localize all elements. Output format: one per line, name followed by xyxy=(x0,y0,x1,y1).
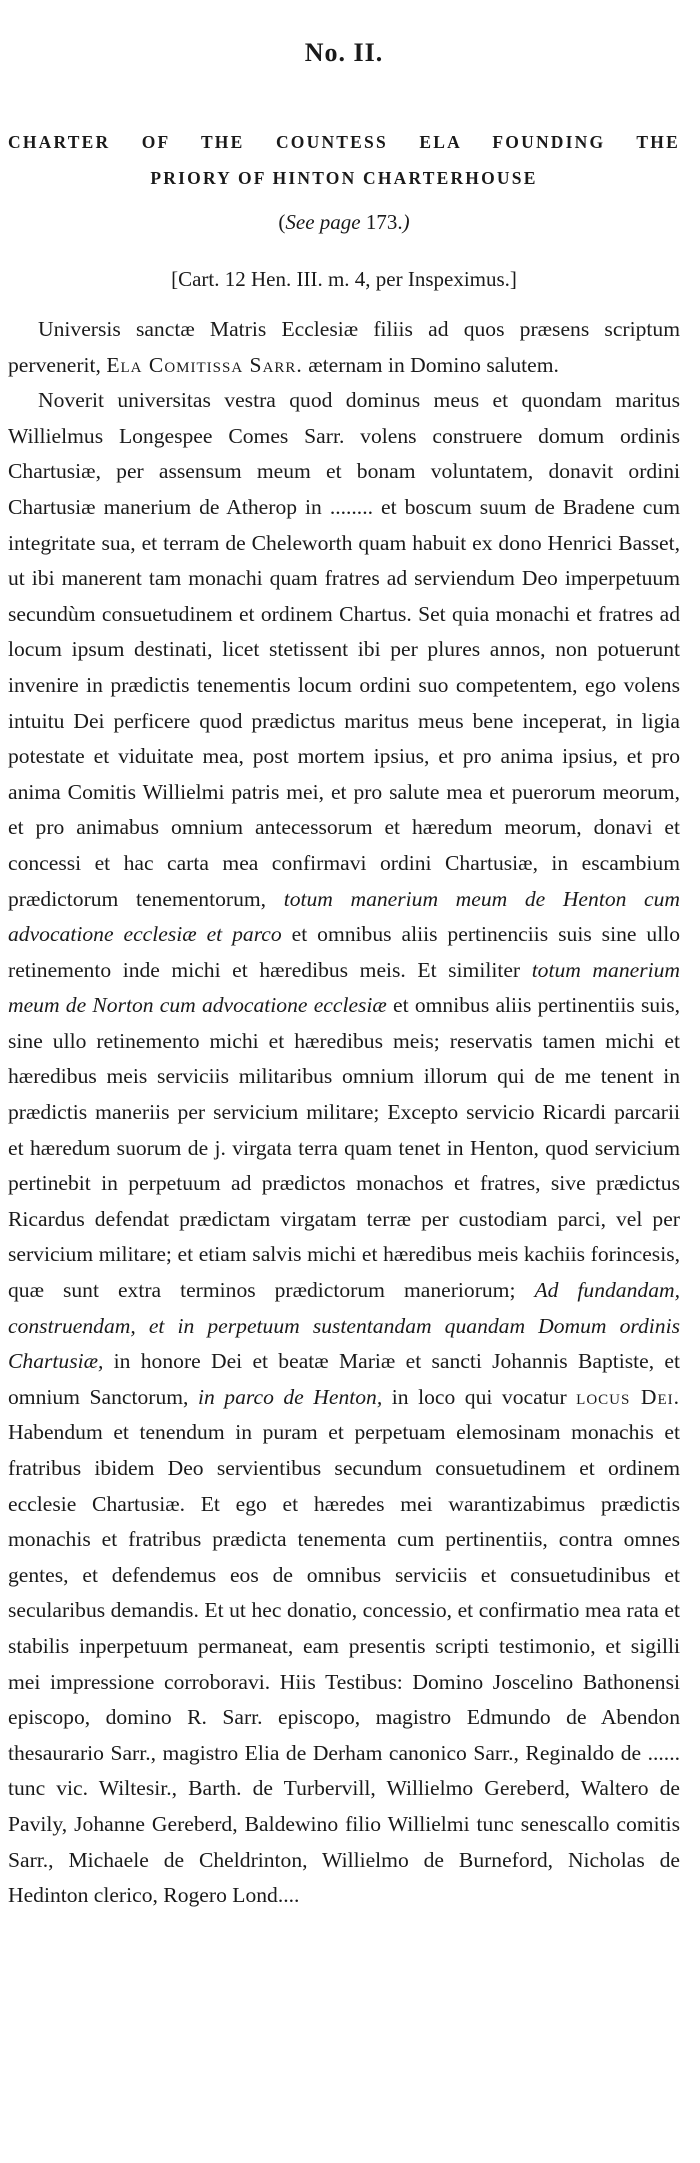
see-page-open-paren: ( xyxy=(278,210,286,234)
body-italic-norton: totum manerium meum de Norton cum advocatione ecclesiæ xyxy=(8,957,681,1018)
salutation-text-1: Universis sanctæ Matris Ecclesiæ filiis ad quos præsens scriptum pervenerit, xyxy=(8,317,680,377)
see-page-close-paren: ) xyxy=(402,210,410,234)
body-text-1: Noverit universitas vestra quod dominus meus et quondam maritus Willielmus Longespee Comes Sarr. volens construere domum ordinis Chartusiæ, per assensum meum et bonam voluntatem, donavit ordini Chartusiæ manerium de Atherop in ........ et boscum suum de Bradene cum integritate sua, et terram de Cheleworth quam habuit ex dono Henrici Basset, ut ibi manerent tam monachi quam fratres ad serviendum Deo imperpetuum secundùm consuetudinem et ordinem Chartus. Set quia monachi et fratres ad locum ipsum destinati, licet stetissent ibi per plures annos, non potuerunt invenire in prædictis tenementis locum ordini suo competentem, ego volens intuitu Dei perficere quod prædictus maritus meus bene inceperat, in ligia potestate et viduitate mea, post mortem ipsius, et pro anima ipsius, et pro anima Comitis Willielmi patris mei, et pro salute mea et puerorum meorum, et pro animabus omnium antecessorum et hæredum meorum, donavi et concessi et hac carta mea confirmavi ordini Chartusiæ, in escambium prædictorum tenementorum, xyxy=(8,388,680,911)
charter-heading-line2: PRIORY OF HINTON CHARTERHOUSE xyxy=(150,168,538,188)
body-text-5: in loco qui vocatur xyxy=(382,1384,577,1409)
charter-heading xyxy=(8,124,680,196)
see-page-number: 173. xyxy=(365,210,403,234)
body-text-2: et omnibus aliis pertinenciis suis sine ullo retinemento inde michi et hæredibus meis. Et similiter xyxy=(8,922,680,982)
document-number: No. II. xyxy=(304,38,384,67)
cartulary-citation: [Cart. 12 Hen. III. m. 4, per Inspeximus.] xyxy=(171,267,517,291)
charter-heading-line1: CHARTER OF THE COUNTESS ELA FOUNDING THE xyxy=(8,132,680,152)
body-text-6: Habendum et tenendum in puram et perpetuam elemosinam monachis et fratribus ibidem Deo servientibus secundum consuetudinem et ordinem ecclesie Chartusiæ. Et ego et hæredes mei warantizabimus prædictis monachis et fratribus prædicta tenementa cum pertinentiis, contra omnes gentes, et defendemus eos de omnibus serviciis et consuetudinibus et secularibus demandis. Et ut hec donatio, concessio, et confirmatio mea rata et stabilis inperpetuum permaneat, eam presentis scripti testimonio, et sigilli mei impressione corroboravi. Hiis Testibus: Domino Joscelino Bathonensi episcopo, domino R. Sarr. episcopo, magistro Edmundo de Abendon thesaurario Sarr., magistro Elia de Derham canonico Sarr., Reginaldo de ...... tunc vic. Wiltesir., Barth. de Turbervill, Willielmo Gereberd, Waltero de Pavily, Johanne Gereberd, Baldewino filio Willielmi tunc senescallo comitis Sarr., Michaele de Cheldrinton, Willielmo de Burneford, Nicholas de Hedinton clerico, Rogero Lond.... xyxy=(8,1420,680,1908)
see-page-text: See page xyxy=(285,210,361,234)
charter-body-paragraph xyxy=(8,383,680,1914)
see-page-reference xyxy=(8,210,680,235)
charter-salutation-paragraph xyxy=(8,312,680,383)
body-italic-fundandam: Ad fundandam, construendam, et in perpetuum sustentandam quandam Domum ordinis Chartusiæ, xyxy=(8,1278,680,1374)
body-text-3: et omnibus aliis pertinentiis suis, sine ullo retinemento michi et hæredibus meis; reservatis tamen michi et hæredibus meis serviciis militaribus omnium illorum qui de me tenent in prædictis maneriis per servicium militare; Excepto servicio Ricardi parcarii et hæredum suorum de j. virgata terra quam tenet in Henton, quod servicium pertinebit in perpetuum ad prædictos monachos et fratres, sive prædictus Ricardus defendat prædictam virgatam terræ per custodiam parci, vel per servicium militare; et etiam salvis michi et hæredibus meis kachiis forincesis, quæ sunt extra terminos prædictorum maneriorum; xyxy=(8,993,680,1303)
body-italic-henton: totum manerium meum de Henton cum advocatione ecclesiæ et parco xyxy=(8,886,680,947)
body-locus-dei: locus Dei. xyxy=(576,1384,681,1409)
countess-name: Ela Comitissa Sarr. xyxy=(106,352,303,377)
salutation-text-2: æternam in Domino salutem. xyxy=(302,352,559,377)
body-italic-parco: in parco de Henton, xyxy=(197,1384,383,1409)
body-text-4: in honore Dei et beatæ Mariæ et sancti Johannis Baptiste, et omnium Sanctorum, xyxy=(8,1349,680,1409)
